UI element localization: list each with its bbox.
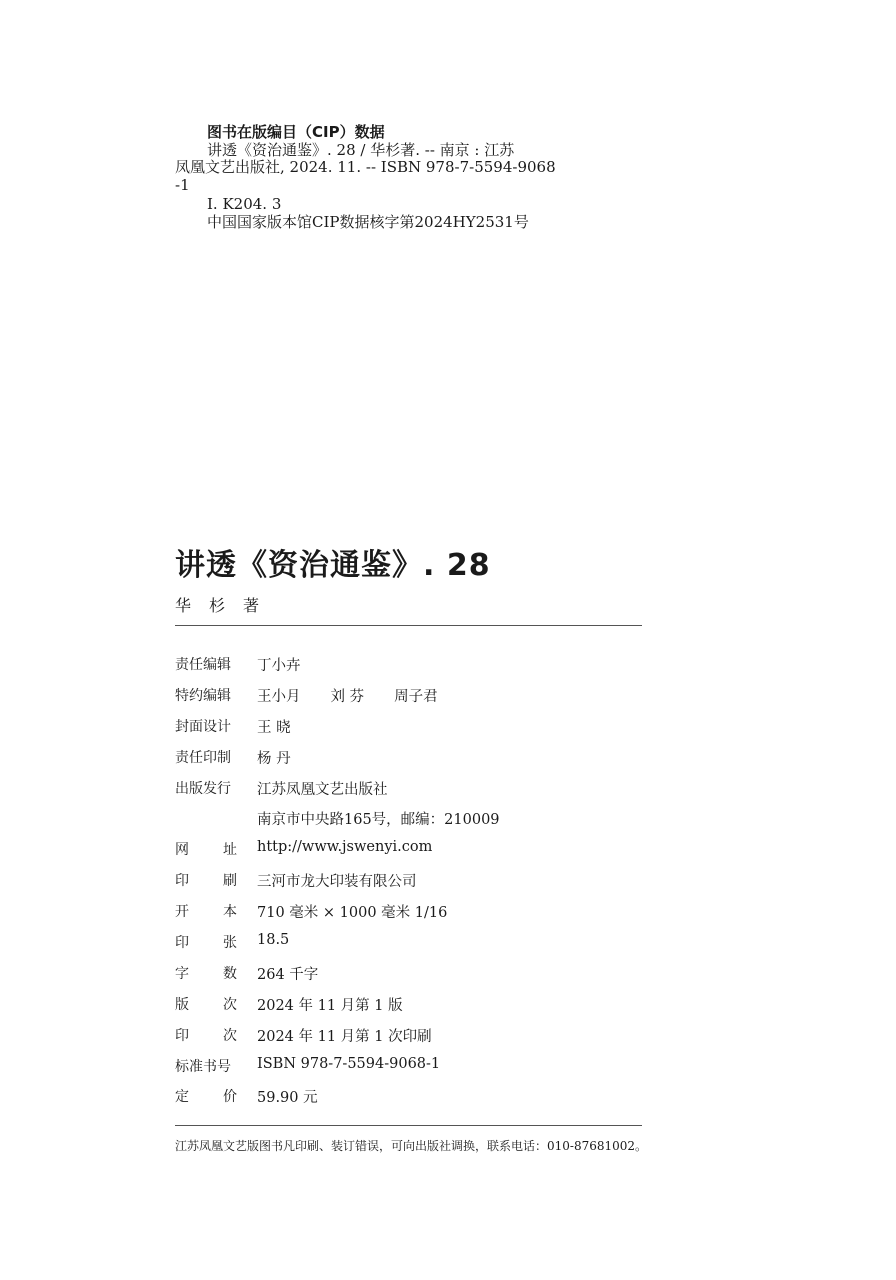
credit-label: 印刷	[175, 873, 237, 890]
credit-value: 18.5	[257, 932, 290, 949]
cip-line-1: 讲透《资治通鉴》. 28 / 华杉著. -- 南京 : 江苏	[207, 140, 515, 159]
divider-bottom	[175, 1125, 642, 1126]
credit-label: 版次	[175, 996, 237, 1013]
isbn-value: ISBN 978-7-5594-9068-1	[257, 1055, 441, 1072]
credit-label: 开本	[175, 904, 237, 921]
credit-label: 责任印制	[175, 749, 231, 766]
credit-label: 印次	[175, 1027, 237, 1044]
cip-line-2: 凤凰文艺出版社, 2024. 11. -- ISBN 978-7-5594-9068	[175, 158, 556, 176]
credit-row-price	[175, 1086, 500, 1117]
cip-classification: Ⅰ. K204. 3	[207, 195, 282, 213]
credit-row-printer	[175, 870, 500, 901]
credit-row-sheets	[175, 932, 500, 963]
price-value: 59.90 元	[257, 1090, 318, 1107]
credit-value: 三河市龙大印装有限公司	[257, 874, 417, 891]
credit-value: 丁小卉	[257, 658, 301, 674]
credit-row-cover-design	[175, 716, 500, 747]
special-editor-name: 周子君	[394, 688, 438, 705]
credit-label: 封面设计	[175, 718, 231, 735]
publisher-address: 南京市中央路165号，邮编：210009	[257, 812, 500, 829]
footer-notice: 江苏凤凰文艺版图书凡印刷、装订错误，可向出版社调换，联系电话：010-87681002。	[175, 1139, 648, 1153]
credit-value: 杨 丹	[257, 750, 291, 767]
credit-row-format	[175, 901, 500, 932]
credit-row-website	[175, 839, 500, 870]
credit-row-editor	[175, 654, 500, 685]
credit-label: 责任编辑	[175, 657, 231, 673]
credit-label: 定价	[175, 1089, 237, 1106]
credit-label: 出版发行	[175, 780, 231, 797]
credit-row-printing	[175, 1025, 500, 1056]
credit-label: 标准书号	[175, 1058, 231, 1075]
credit-row-isbn	[175, 1056, 500, 1087]
credit-row-edition	[175, 994, 500, 1025]
cip-approval: 中国国家版本馆CIP数据核字第2024HY2531号	[207, 212, 529, 231]
credit-value: 710 毫米 × 1000 毫米 1/16	[257, 905, 448, 922]
website-link: http://www.jswenyi.com	[257, 839, 433, 856]
divider-top	[175, 625, 642, 626]
cip-line-3: -1	[175, 175, 190, 194]
book-title: 讲透《资治通鉴》. 28	[175, 548, 491, 583]
credit-value: 2024 年 11 月第 1 次印刷	[257, 1028, 432, 1045]
credit-row-address	[175, 808, 500, 839]
credit-label: 印张	[175, 935, 237, 952]
credit-row-print-manager	[175, 747, 500, 778]
credit-value: 264 千字	[257, 966, 319, 983]
author: 华杉著	[175, 596, 278, 615]
credits-table	[175, 654, 500, 1117]
credit-label: 字数	[175, 965, 237, 982]
cip-block	[175, 124, 595, 231]
special-editor-name: 刘 芬	[330, 688, 365, 705]
credit-label: 特约编辑	[175, 687, 231, 704]
cip-heading: 图书在版编目（CIP）数据	[207, 123, 385, 141]
credit-value: 王 晓	[257, 719, 291, 736]
credit-label: 网址	[175, 842, 237, 859]
credit-value: 江苏凤凰文艺出版社	[257, 781, 388, 798]
credit-row-publisher	[175, 778, 500, 809]
credit-row-word-count	[175, 963, 500, 994]
credit-value	[257, 685, 438, 706]
credit-row-special-editor	[175, 685, 500, 716]
credit-value: 2024 年 11 月第 1 版	[257, 997, 403, 1014]
special-editor-name: 王小月	[257, 688, 301, 705]
